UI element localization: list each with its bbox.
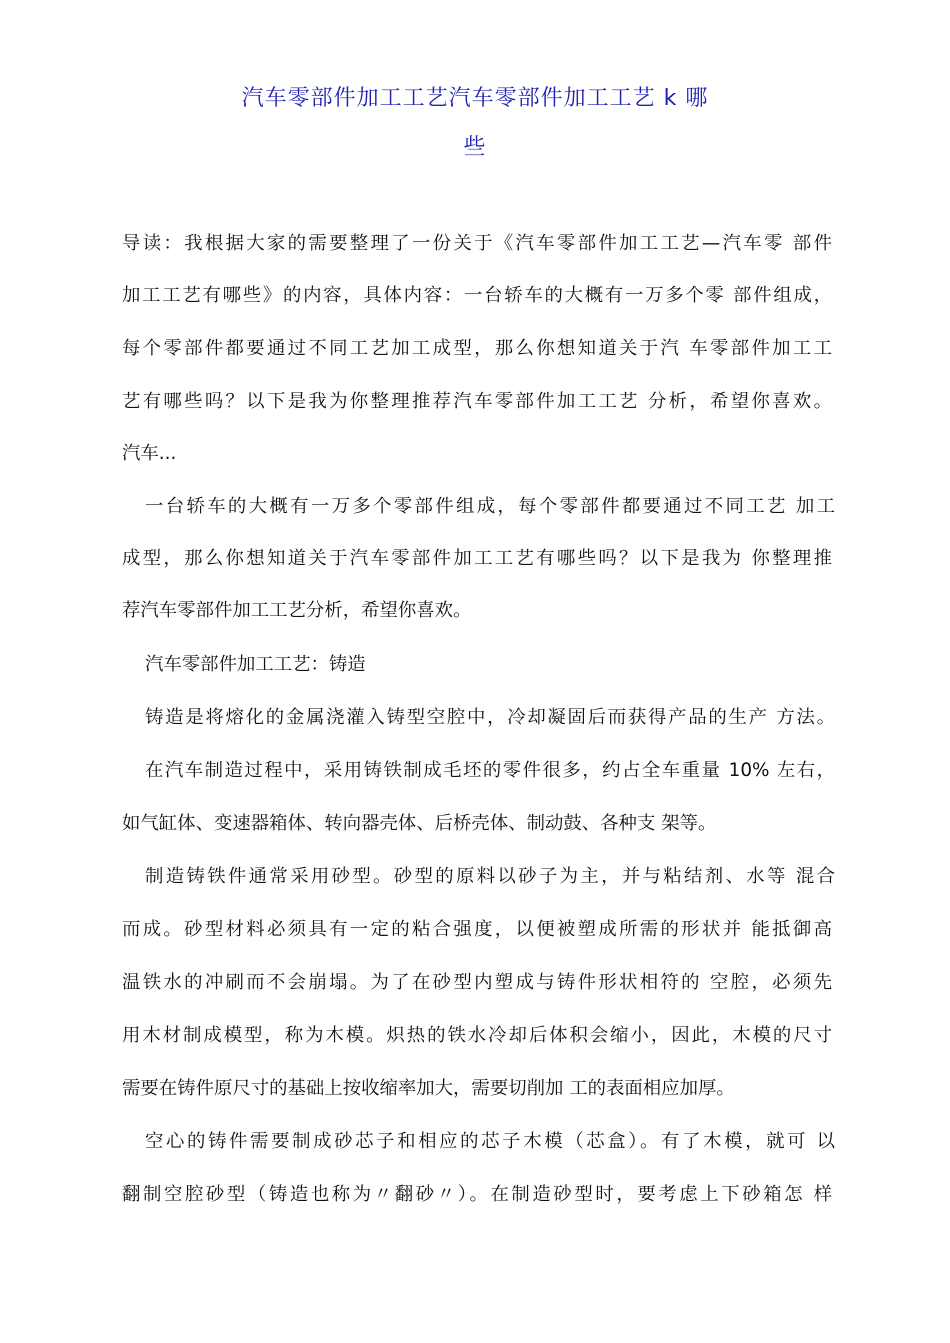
para4-line-5: 需要在铸件原尺寸的基础上按收缩率加大，需要切削加 工的表面相应加厚。 [122, 1078, 735, 1099]
intro-line-1: 导读：我根据大家的需要整理了一份关于《汽车零部件加工工艺—汽车零 部件 [122, 233, 832, 254]
intro-line-3: 每个零部件都要通过不同工艺加工成型，那么你想知道关于汽 车零部件加工工 [122, 338, 832, 359]
para2-line-1: 铸造是将熔化的金属浇灌入铸型空腔中，冷却凝固后而获得产品的生产 方法。 [145, 707, 835, 728]
document-title-line-1: 汽车零部件加工工艺汽车零部件加工工艺 k 哪 [241, 86, 709, 111]
para3-line-2: 如气缸体、变速器箱体、转向器壳体、后桥壳体、制动鼓、各种支 架等。 [122, 813, 717, 834]
para4-line-4: 用木材制成模型，称为木模。炽热的铁水冷却后体积会缩小，因此，木模的尺寸 [122, 1025, 832, 1046]
para5-line-1: 空心的铸件需要制成砂芯子和相应的芯子木模（芯盒）。有了木模，就可 以 [145, 1131, 835, 1152]
para1-line-3: 荐汽车零部件加工工艺分析，希望你喜欢。 [122, 600, 472, 621]
intro-line-2: 加工工艺有哪些》的内容，具体内容：一台轿车的大概有一万多个零 部件组成， [122, 285, 832, 306]
para1-line-1: 一台轿车的大概有一万多个零部件组成，每个零部件都要通过不同工艺 加工 [145, 496, 835, 517]
para3-line-1: 在汽车制造过程中，采用铸铁制成毛坯的零件很多，约占全车重量 10% 左右， [145, 760, 835, 781]
document-title-line-2: 些 [463, 135, 487, 160]
para4-line-3: 温铁水的冲刷而不会崩塌。为了在砂型内塑成与铸件形状相符的 空腔，必须先 [122, 972, 832, 993]
para4-line-1: 制造铸铁件通常采用砂型。砂型的原料以砂子为主，并与粘结剂、水等 混合 [145, 866, 835, 887]
para5-line-2: 翻制空腔砂型（铸造也称为〃翻砂〃）。在制造砂型时，要考虑上下砂箱怎 样 [122, 1184, 832, 1205]
intro-line-4: 艺有哪些吗？以下是我为你整理推荐汽车零部件加工工艺 分析，希望你喜欢。 [122, 391, 832, 412]
para4-line-2: 而成。砂型材料必须具有一定的粘合强度，以便被塑成所需的形状并 能抵御高 [122, 919, 832, 940]
section-heading-casting: 汽车零部件加工工艺：铸造 [145, 654, 366, 675]
intro-line-5: 汽车... [122, 443, 177, 464]
para1-line-2: 成型，那么你想知道关于汽车零部件加工工艺有哪些吗？以下是我为 你整理推 [122, 548, 832, 569]
